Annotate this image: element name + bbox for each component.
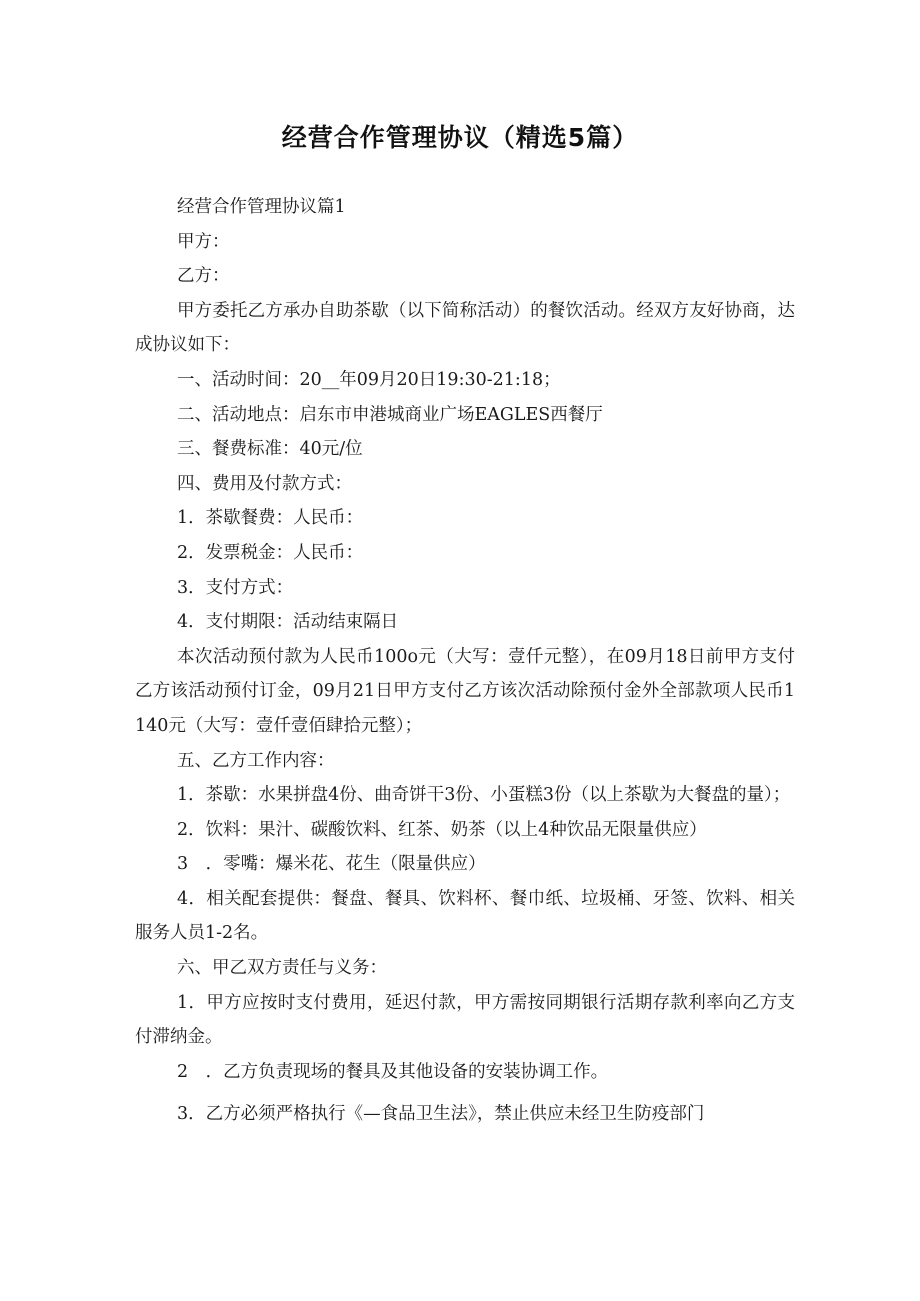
document-body: [135, 190, 795, 1132]
list-item: 3 ．零嘴：爆米花、花生（限量供应）: [177, 854, 486, 875]
prepayment-paragraph: 本次活动预付款为人民币100o元（大写：壹仟元整），在09月18日前甲方支付乙方该活动预付订金，09月21日甲方支付乙方该次活动除预付金外全部款项人民币1140元（大写：壹仟壹佰肆拾元整）；: [135, 646, 795, 736]
list-item: 3．支付方式：: [177, 577, 294, 598]
clause-meal-standard: 三、餐费标准：40元/位: [177, 439, 363, 460]
list-item: 3．乙方必须严格执行《—食品卫生法》，禁止供应未经卫生防疫部门: [177, 1104, 705, 1125]
intro-paragraph: 甲方委托乙方承办自助茶歇（以下简称活动）的餐饮活动。经双方友好协商，达成协议如下：: [135, 300, 795, 356]
list-item: 1．甲方应按时支付费用，延迟付款，甲方需按同期银行活期存款利率向乙方支付滞纳金。: [135, 992, 795, 1048]
section-heading: 经营合作管理协议篇1: [177, 197, 346, 217]
clause-fees-payment: 四、费用及付款方式：: [177, 473, 352, 494]
list-item: 4．支付期限：活动结束隔日: [177, 612, 399, 633]
clause-work-content: 五、乙方工作内容：: [177, 750, 335, 771]
document-title: 经营合作管理协议（精选5篇）: [281, 123, 639, 152]
list-item: 2 ．乙方负责现场的餐具及其他设备的安装协调工作。: [177, 1061, 609, 1082]
clause-activity-location: 二、活动地点：启东市申港城商业广场EAGLES西餐厅: [177, 404, 603, 425]
party-a-line: 甲方：: [177, 231, 230, 252]
clause-activity-time: 一、活动时间：20__年09月20日19:30-21:18；: [177, 369, 561, 390]
list-item: 1．茶歇餐费：人民币：: [177, 508, 364, 529]
list-item: 2．饮料：果汁、碳酸饮料、红茶、奶茶（以上4种饮品无限量供应）: [177, 819, 707, 840]
clause-responsibilities: 六、甲乙双方责任与义务：: [177, 958, 387, 979]
list-item: 4．相关配套提供：餐盘、餐具、饮料杯、餐巾纸、垃圾桶、牙签、饮料、相关服务人员1-2名。: [135, 888, 795, 944]
party-b-line: 乙方：: [177, 266, 230, 287]
list-item: 2．发票税金：人民币：: [177, 542, 364, 563]
list-item: 1．茶歇：水果拼盘4份、曲奇饼干3份、小蛋糕3份（以上茶歇为大餐盘的量）；: [177, 785, 791, 806]
